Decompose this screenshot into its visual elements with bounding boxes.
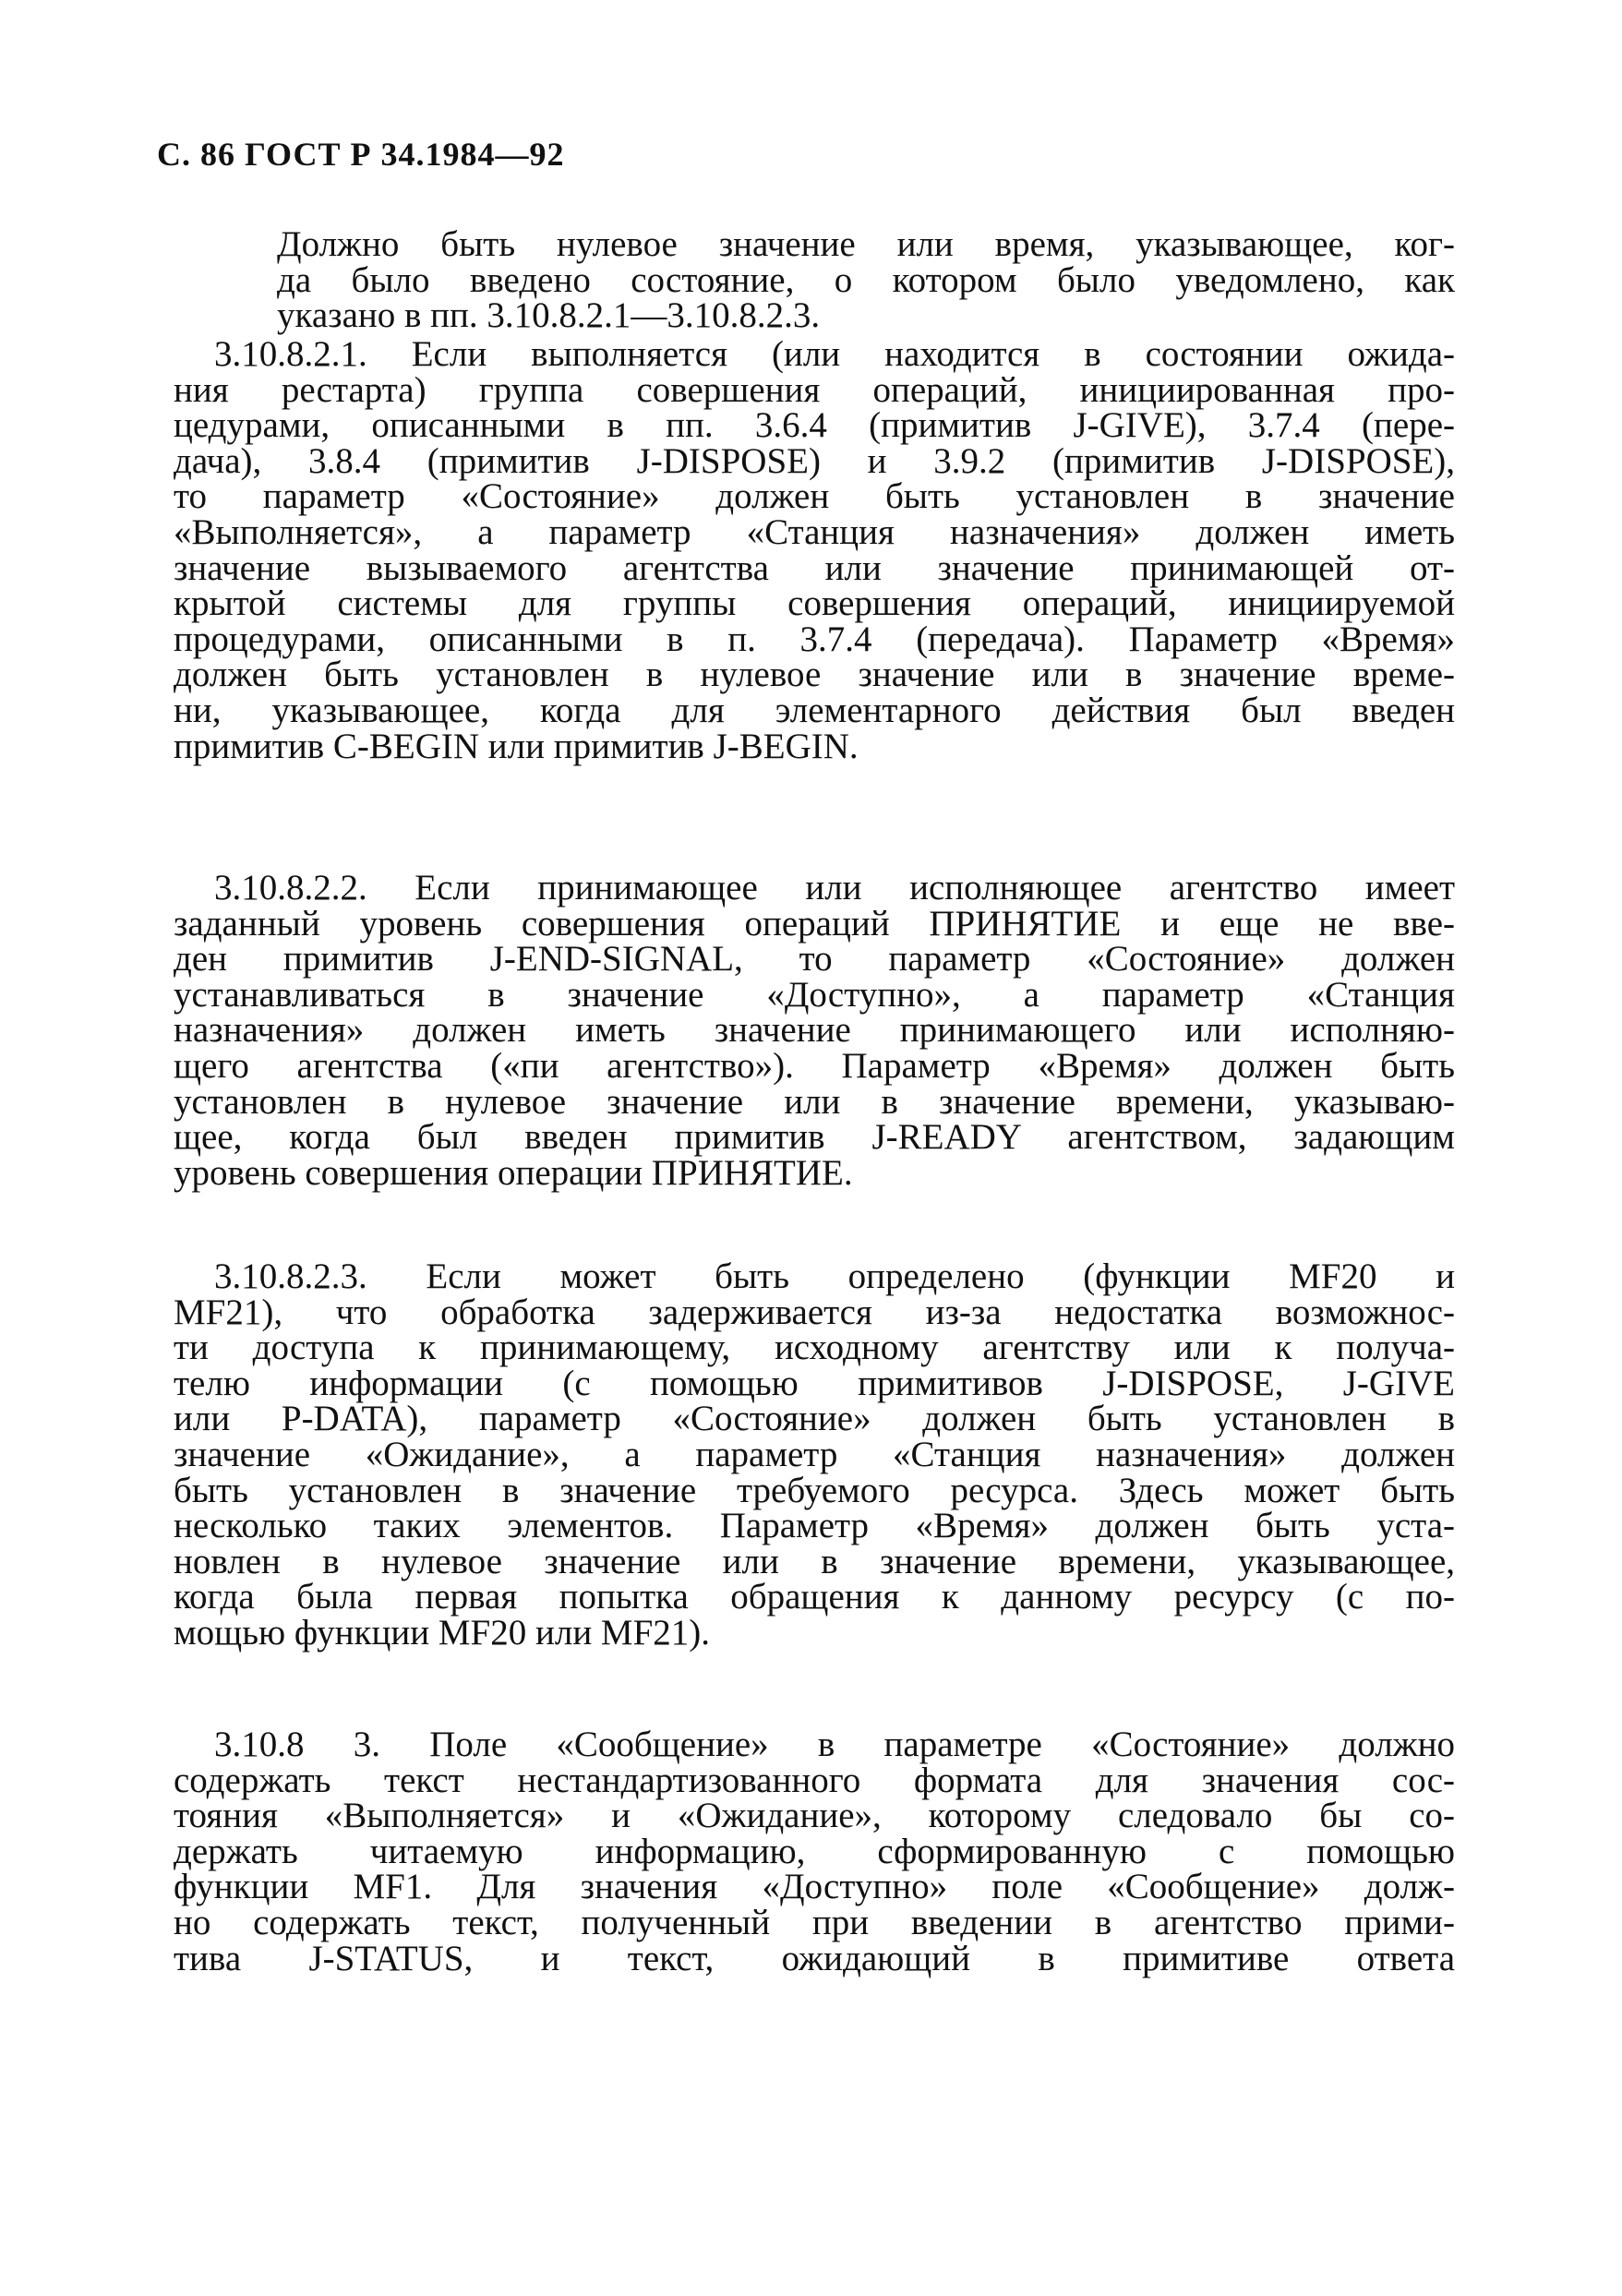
text-line: когда была первая попытка обращения к данному ресурсу (с по-	[174, 1577, 1455, 1617]
text-line: ния рестарта) группа совершения операций, инициированная про-	[174, 369, 1455, 410]
text-line: 3.10.8 3. Поле «Сообщение» в параметре «Состояние» должно	[214, 1725, 1455, 1764]
text-line: или P-DATA), параметр «Состояние» должен быть установлен в	[174, 1399, 1455, 1439]
text-line: то параметр «Состояние» должен быть установлен в значение	[174, 476, 1455, 517]
text-line: значение вызываемого агентства или значение принимающей от-	[174, 547, 1455, 588]
text-line: 3.10.8.2.1. Если выполняется (или находится в состоянии ожида-	[214, 334, 1455, 374]
running-header: С. 86 ГОСТ Р 34.1984—92	[157, 136, 565, 173]
text-line: Должно быть нулевое значение или время, указывающее, ког-	[277, 224, 1455, 264]
text-line: 3.10.8.2.2. Если принимающее или исполняющее агентство имеет	[214, 868, 1455, 908]
text-line: быть установлен в значение требуемого ресурса. Здесь может быть	[174, 1470, 1455, 1510]
text-line: ден примитив J-END-SIGNAL, то параметр «Состояние» должен	[174, 939, 1455, 980]
text-line: 3.10.8.2.3. Если может быть определено (функции MF20 и	[214, 1256, 1455, 1296]
text-line: значение «Ожидание», а параметр «Станция назначения» должен	[174, 1434, 1455, 1474]
text-line: ни, указывающее, когда для элементарного действия был введен	[174, 690, 1455, 730]
paragraph-3-10-8-2-1	[174, 334, 1455, 766]
text-line: установлен в нулевое значение или в значение времени, указываю-	[174, 1081, 1455, 1122]
text-line: примитив C-BEGIN или примитив J-BEGIN.	[174, 726, 859, 766]
text-line: дача), 3.8.4 (примитив J-DISPOSE) и 3.9.2 (примитив J-DISPOSE),	[174, 440, 1455, 481]
text-line: содержать текст нестандартизованного формата для значения сос-	[174, 1760, 1455, 1800]
text-line: назначения» должен иметь значение принимающего или исполняю-	[174, 1010, 1455, 1051]
paragraph-intro	[277, 224, 1455, 336]
text-line: должен быть установлен в нулевое значение или в значение време-	[174, 655, 1455, 695]
text-line: ти доступа к принимающему, исходному агентству или к получа-	[174, 1328, 1455, 1368]
text-line: устанавливаться в значение «Доступно», а параметр «Станция	[174, 974, 1455, 1015]
text-line: держать читаемую информацию, сформированную с помощью	[174, 1831, 1455, 1871]
paragraph-3-10-8-3	[174, 1727, 1455, 1977]
text-line: новлен в нулевое значение или в значение времени, указывающее,	[174, 1541, 1455, 1581]
text-line: несколько таких элементов. Параметр «Время» должен быть уста-	[174, 1506, 1455, 1546]
text-line: тива J-STATUS, и текст, ожидающий в примитиве ответа	[174, 1938, 1455, 1978]
text-line: да было введено состояние, о котором было уведомлено, как	[277, 259, 1455, 300]
text-line: щего агентства («пи агентство»). Параметр «Время» должен быть	[174, 1045, 1455, 1086]
text-line: мощью функции MF20 или MF21).	[174, 1612, 711, 1653]
paragraph-3-10-8-2-3	[174, 1256, 1455, 1653]
text-line: тояния «Выполняется» и «Ожидание», которому следовало бы со-	[174, 1796, 1455, 1836]
paragraph-3-10-8-2-2	[174, 868, 1455, 1193]
text-line: телю информации (с помощью примитивов J-DISPOSE, J-GIVE	[174, 1363, 1455, 1403]
text-line: заданный уровень совершения операций ПРИНЯТИЕ и еще не вве-	[174, 903, 1455, 944]
text-line: щее, когда был введен примитив J-READY агентством, задающим	[174, 1117, 1455, 1158]
text-line: крытой системы для группы совершения операций, инициируемой	[174, 583, 1455, 624]
text-line: но содержать текст, полученный при введении в агентство прими-	[174, 1902, 1455, 1942]
text-line: «Выполняется», а параметр «Станция назначения» должен иметь	[174, 511, 1455, 552]
text-line: цедурами, описанными в пп. 3.6.4 (примитив J-GIVE), 3.7.4 (пере-	[174, 405, 1455, 446]
text-line: функции MF1. Для значения «Доступно» поле «Сообщение» долж-	[174, 1867, 1455, 1907]
text-line: указано в пп. 3.10.8.2.1—3.10.8.2.3.	[277, 295, 821, 336]
text-line: MF21), что обработка задерживается из-за недостатка возможнос-	[174, 1292, 1455, 1332]
text-line: процедурами, описанными в п. 3.7.4 (передача). Параметр «Время»	[174, 619, 1455, 659]
text-line: уровень совершения операции ПРИНЯТИЕ.	[174, 1152, 853, 1193]
